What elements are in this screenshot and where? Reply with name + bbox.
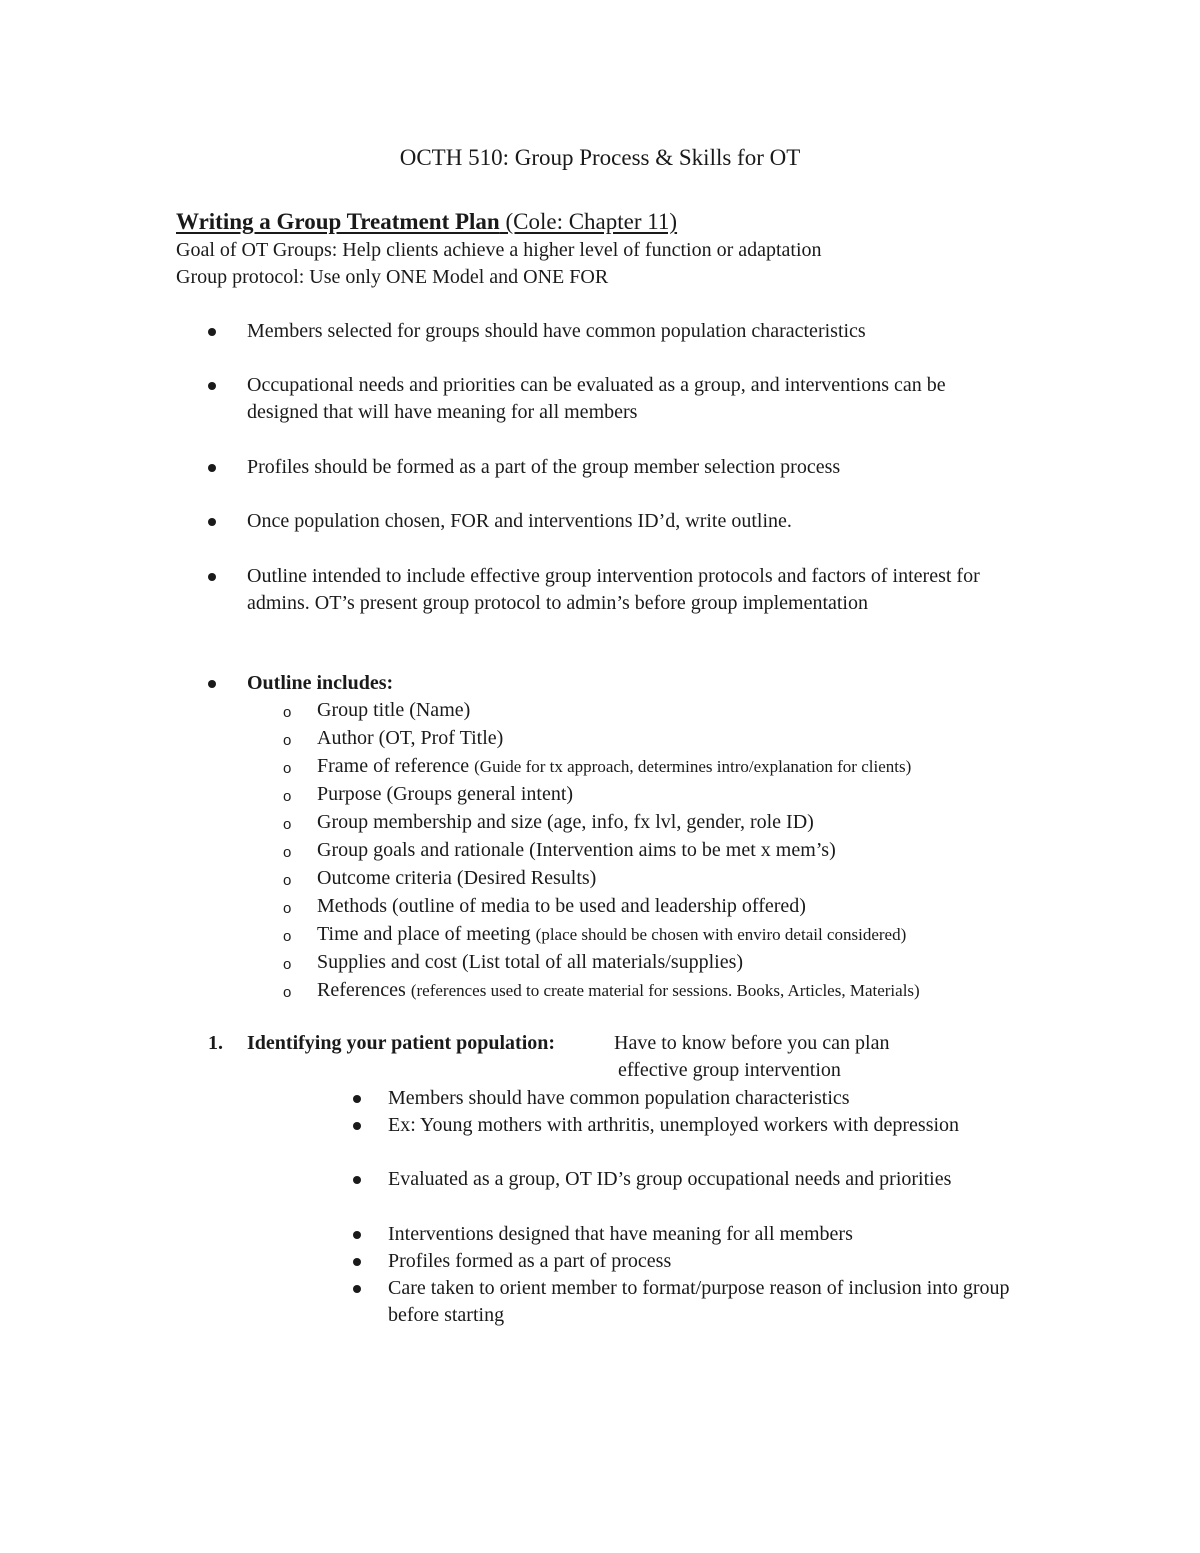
- section-heading-reference: (Cole: Chapter 11): [499, 209, 678, 234]
- numbered-heading: Identifying your patient population:: [247, 1032, 556, 1054]
- intro-goal: Goal of OT Groups: Help clients achieve a higher level of function or adaptation: [176, 239, 822, 261]
- bullet-icon: [208, 518, 216, 526]
- circle-bullet-icon: o: [283, 704, 292, 721]
- outline-item-text: Purpose (Groups general intent): [317, 783, 574, 805]
- circle-bullet-icon: o: [283, 872, 292, 889]
- outline-item-text: Frame of reference: [317, 755, 475, 777]
- outline-item-text: Group title (Name): [317, 699, 471, 721]
- document-title: OCTH 510: Group Process & Skills for OT: [399, 145, 801, 170]
- outline-item-text: Time and place of meeting: [317, 923, 536, 945]
- circle-bullet-icon: o: [283, 732, 292, 749]
- outline-item-text: Methods (outline of media to be used and leadership offered): [317, 895, 806, 917]
- bullet-icon: [208, 573, 216, 581]
- outline-heading: Outline includes:: [247, 672, 394, 694]
- list-item-text: Outline intended to include effective group intervention protocols and factors of interest for admins. OT’s present group protocol to admin’s before group implementation: [247, 565, 980, 614]
- bullet-icon: [208, 328, 216, 336]
- circle-bullet-icon: o: [283, 760, 292, 777]
- list-item-text: Interventions designed that have meaning for all members: [388, 1223, 853, 1245]
- circle-bullet-icon: o: [283, 956, 292, 973]
- outline-item-text: Group goals and rationale (Intervention aims to be met x mem’s): [317, 839, 836, 861]
- outline-item-text: Outcome criteria (Desired Results): [317, 867, 597, 889]
- circle-bullet-icon: o: [283, 984, 292, 1001]
- numbered-label: 1.: [208, 1032, 223, 1054]
- bullet-icon: [353, 1095, 361, 1103]
- outline-item-text: Author (OT, Prof Title): [317, 727, 504, 749]
- list-item-text: Ex: Young mothers with arthritis, unemployed workers with depression: [388, 1114, 960, 1136]
- bullet-icon: [353, 1231, 361, 1239]
- bullet-icon: [208, 680, 216, 688]
- list-item-text: Care taken to orient member to format/purpose reason of inclusion into group before starting: [388, 1277, 1010, 1326]
- circle-bullet-icon: o: [283, 844, 292, 861]
- numbered-description-line2: effective group intervention: [618, 1059, 841, 1081]
- list-item-text: Occupational needs and priorities can be evaluated as a group, and interventions can be designed that will have meaning for all members: [247, 374, 946, 423]
- section-heading: [176, 206, 677, 238]
- list-item-text: Members selected for groups should have common population characteristics: [247, 320, 866, 342]
- intro-protocol: Group protocol: Use only ONE Model and ONE FOR: [176, 266, 609, 288]
- outline-item-note: (Guide for tx approach, determines intro/explanation for clients): [474, 757, 912, 776]
- list-item-text: Members should have common population characteristics: [388, 1087, 850, 1109]
- list-item-text: Profiles formed as a part of process: [388, 1250, 672, 1272]
- list-item-text: Profiles should be formed as a part of the group member selection process: [247, 456, 841, 478]
- outline-item-text: Supplies and cost (List total of all materials/supplies): [317, 951, 744, 973]
- section-heading-title: Writing a Group Treatment Plan: [176, 209, 500, 234]
- circle-bullet-icon: o: [283, 788, 292, 805]
- bullet-icon: [353, 1176, 361, 1184]
- circle-bullet-icon: o: [283, 928, 292, 945]
- outline-item-note: (references used to create material for sessions. Books, Articles, Materials): [410, 981, 920, 1000]
- outline-item-note: (place should be chosen with enviro detail considered): [535, 925, 907, 944]
- list-item-text: Once population chosen, FOR and interventions ID’d, write outline.: [247, 510, 792, 532]
- outline-item-text: References: [317, 979, 411, 1001]
- outline-item-text: Group membership and size (age, info, fx lvl, gender, role ID): [317, 811, 814, 833]
- bullet-icon: [353, 1258, 361, 1266]
- numbered-description-line1: Have to know before you can plan: [614, 1032, 890, 1054]
- bullet-icon: [353, 1285, 361, 1293]
- circle-bullet-icon: o: [283, 900, 292, 917]
- bullet-icon: [208, 382, 216, 390]
- list-item-text: Evaluated as a group, OT ID’s group occupational needs and priorities: [388, 1168, 952, 1190]
- bullet-icon: [353, 1122, 361, 1130]
- circle-bullet-icon: o: [283, 816, 292, 833]
- bullet-icon: [208, 464, 216, 472]
